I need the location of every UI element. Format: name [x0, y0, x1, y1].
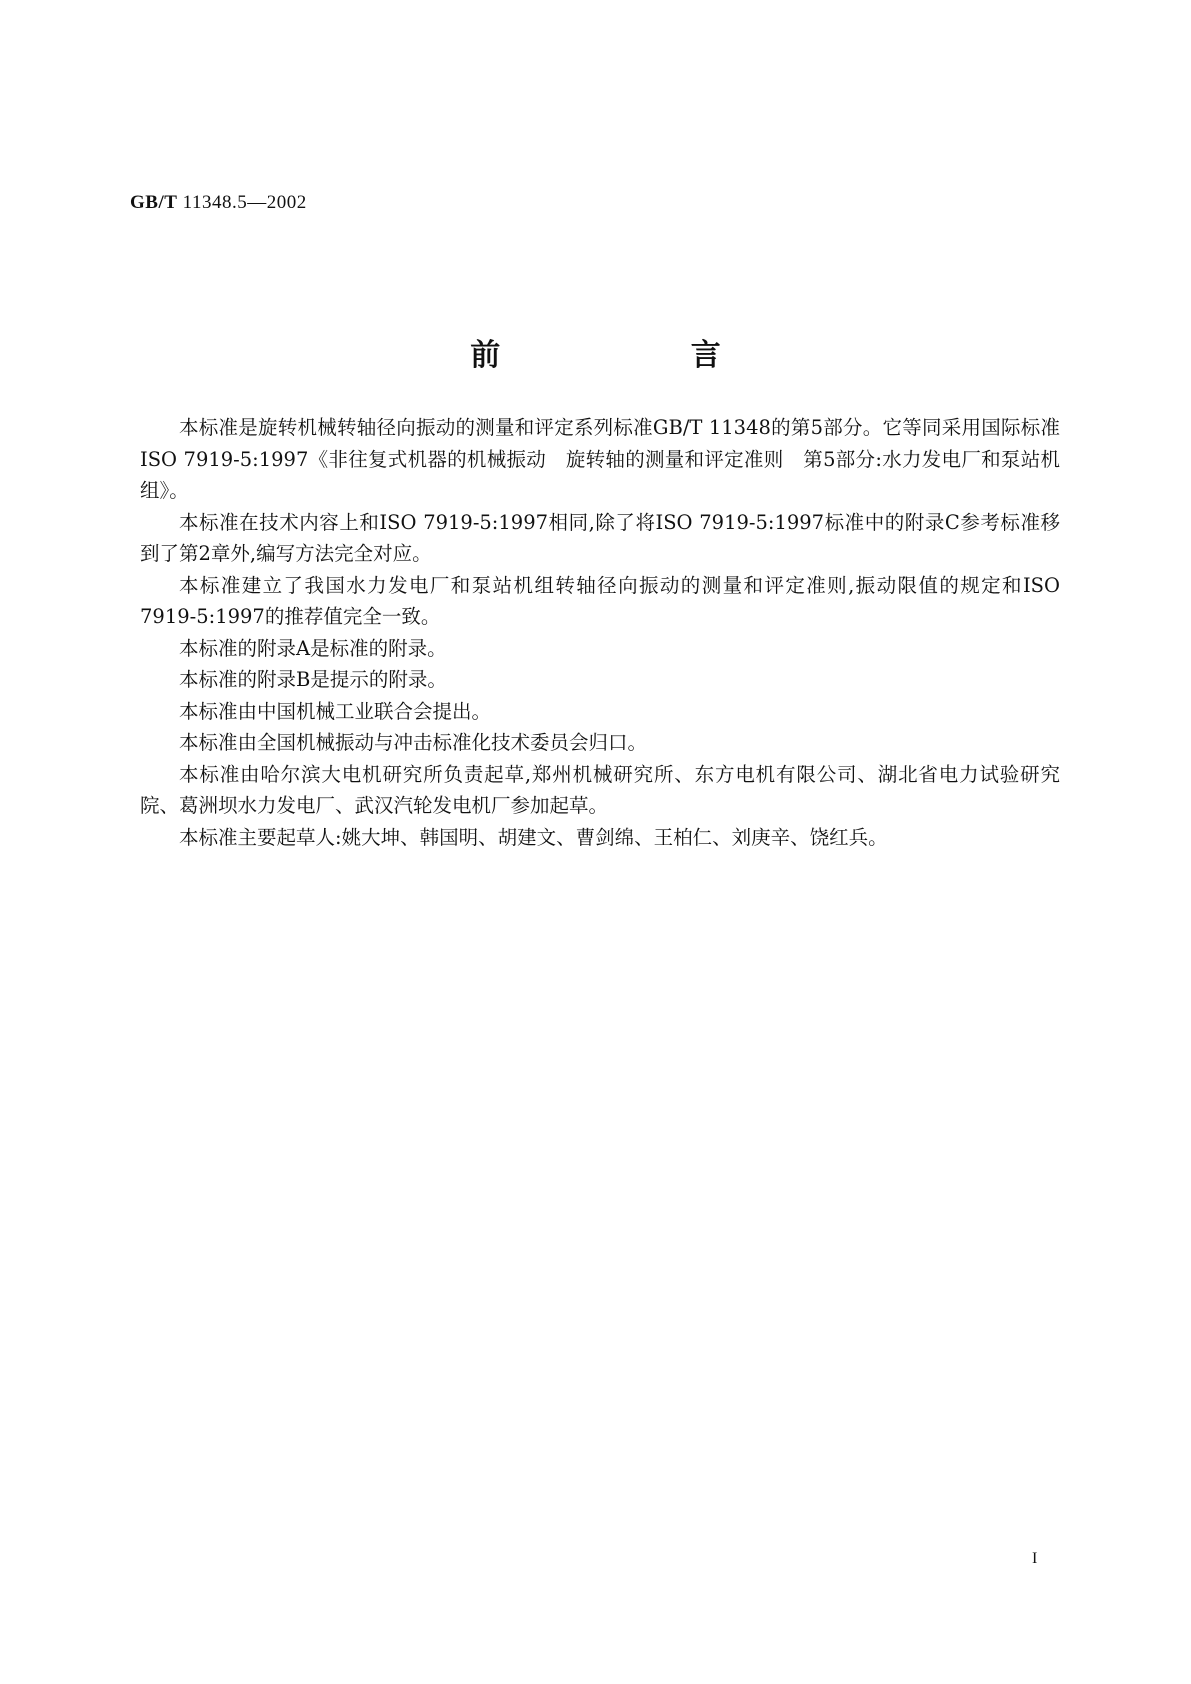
- paragraph-2: 本标准在技术内容上和ISO 7919-5:1997相同,除了将ISO 7919-5:1997标准中的附录C参考标准移到了第2章外,编写方法完全对应。: [140, 510, 1060, 565]
- standard-code-prefix: GB/T: [130, 192, 178, 213]
- paragraph-4: 本标准的附录A是标准的附录。: [179, 636, 447, 660]
- standard-code: [130, 192, 307, 214]
- foreword-body: [140, 412, 1060, 853]
- paragraph-7: 本标准由全国机械振动与冲击标准化技术委员会归口。: [179, 731, 648, 754]
- paragraph-5: 本标准的附录B是提示的附录。: [179, 668, 447, 691]
- paragraph-6: 本标准由中国机械工业联合会提出。: [179, 699, 492, 723]
- page-number: I: [1032, 1550, 1038, 1567]
- standard-code-number: 11348.5—2002: [182, 192, 307, 213]
- paragraph-8: 本标准由哈尔滨大电机研究所负责起草,郑州机械研究所、东方电机有限公司、湖北省电力试验研究院、葛洲坝水力发电厂、武汉汽轮发电机厂参加起草。: [140, 762, 1060, 817]
- page-title: 前 言: [470, 338, 811, 373]
- paragraph-3: 本标准建立了我国水力发电厂和泵站机组转轴径向振动的测量和评定准则,振动限值的规定和ISO 7919-5:1997的推荐值完全一致。: [140, 573, 1060, 628]
- paragraph-9: 本标准主要起草人:姚大坤、韩国明、胡建文、曹剑绵、王柏仁、刘庚辛、饶红兵。: [179, 825, 888, 849]
- paragraph-1: 本标准是旋转机械转轴径向振动的测量和评定系列标准GB/T 11348的第5部分。它等同采用国际标准ISO 7919-5:1997《非往复式机器的机械振动 旋转轴的测量和评定准则 第5部分:水力发电厂和泵站机组》。: [140, 416, 1060, 502]
